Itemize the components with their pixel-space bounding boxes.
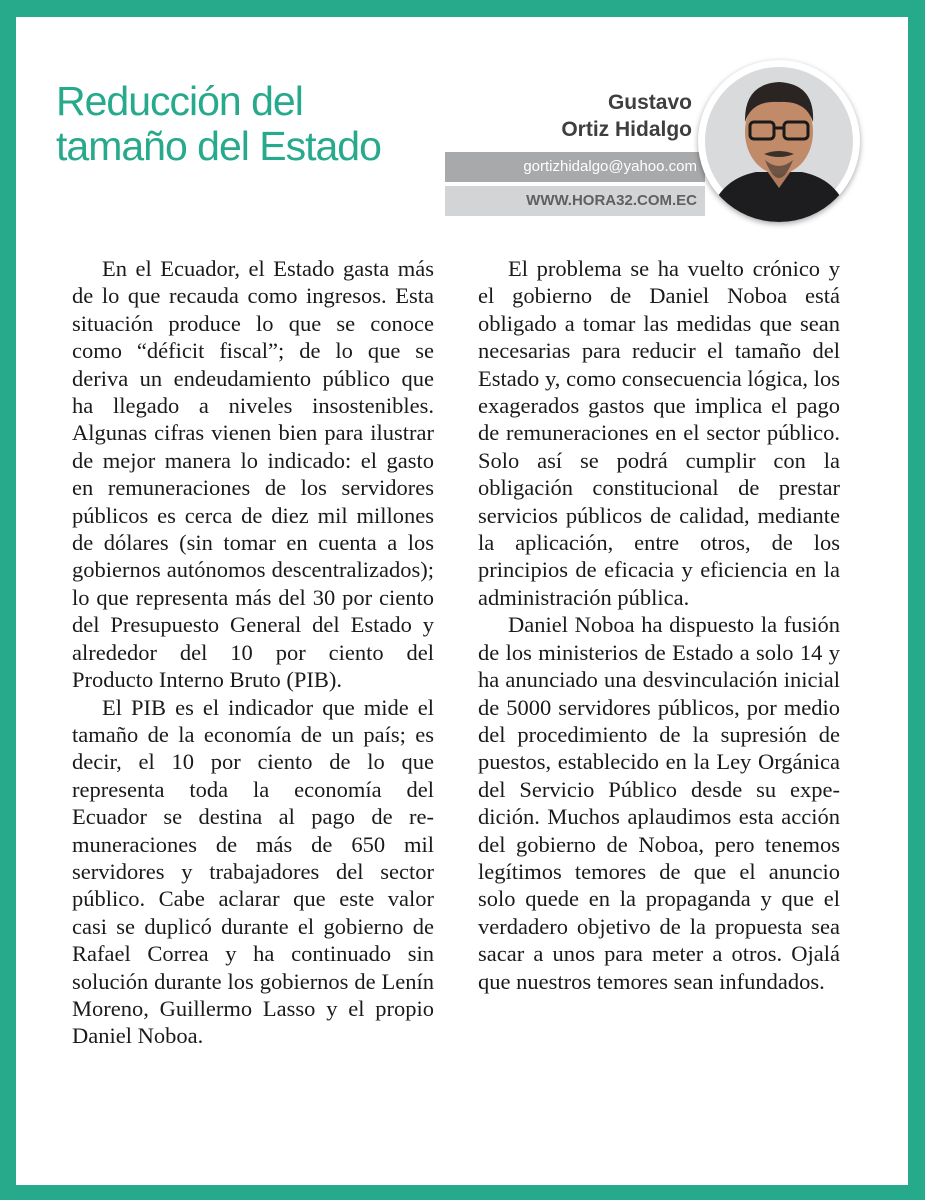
- article-column-left: [72, 255, 434, 1050]
- article-paragraph: En el Ecuador, el Estado gasta más de lo que recauda como ingresos. Esta situación produce lo que se conoce como “déficit fiscal”; de lo que se deriva un endeudamiento público que ha llegado a niveles insostenibles. Algunas cifras vienen bien para ilustrar de mejor manera lo indicado: el gasto en remuneraciones de los servidores públicos es cerca de diez mil millones de dólares (sin tomar en cuenta a los gobiernos autónomos descentralizados); lo que representa más del 30 por ciento del Presupuesto General del Estado y alrededor del 10 por ciento del Producto Interno Bruto (PIB).: [72, 256, 434, 693]
- website-link[interactable]: WWW.HORA32.COM.EC: [526, 192, 697, 209]
- author-photo: [698, 60, 860, 222]
- author-first-name: Gustavo: [607, 91, 692, 114]
- author-email[interactable]: gortizhidalgo@yahoo.com: [523, 158, 697, 175]
- article-title: [56, 79, 381, 169]
- article-paragraph: El PIB es el indicador que mide el tamaño de la economía de un país; es decir, el 10 por ciento de lo que representa toda la economía del Ecuador se destina al pago de remuneraciones de más de 650 mil servidores y trabajadores del sector público. Cabe aclarar que este valor casi se duplicó durante el gobierno de Rafael Correa y ha continuado sin solución durante los gobiernos de Lenín Moreno, Guillermo Lasso y el propio Daniel Noboa.: [72, 694, 434, 1049]
- article-paragraph: Daniel Noboa ha dispuesto la fusión de los ministerios de Estado a solo 14 y ha anunciado una desvinculación inicial de 5000 servidores públicos, por medio del procedimiento de la supresión de puestos, establecido en la Ley Orgánica del Servicio Público desde su expedición. Muchos aplaudimos esta acción del gobierno de Noboa, pero tenemos legítimos temores de que el anuncio solo quede en la propaganda y que el verdadero objetivo de la propuesta sea sacar a unos para meter a otros. Ojalá que nuestros temores sean infundados.: [478, 612, 840, 994]
- article-title-line-2: tamaño del Estado: [56, 123, 381, 169]
- website-bar: [445, 186, 705, 216]
- author-name: [561, 89, 692, 143]
- article-page: [16, 17, 908, 1185]
- author-email-bar: [445, 152, 705, 182]
- article-paragraph: El problema se ha vuelto crónico y el gobierno de Daniel Noboa está obligado a tomar las medidas que sean necesarias para reducir el tamaño del Estado y, como consecuencia lógica, los exagerados gastos que implica el pago de remuneraciones en el sector público. Solo así se podrá cumplir con la obligación constitucional de prestar servicios públicos de calidad, mediante la aplicación, entre otros, de los principios de eficacia y eficiencia en la administración pública.: [478, 256, 840, 610]
- author-portrait-icon: [698, 60, 860, 222]
- article-title-line-1: Reducción del: [56, 78, 303, 124]
- article-column-right: [478, 255, 840, 995]
- author-last-name: Ortiz Hidalgo: [561, 118, 692, 141]
